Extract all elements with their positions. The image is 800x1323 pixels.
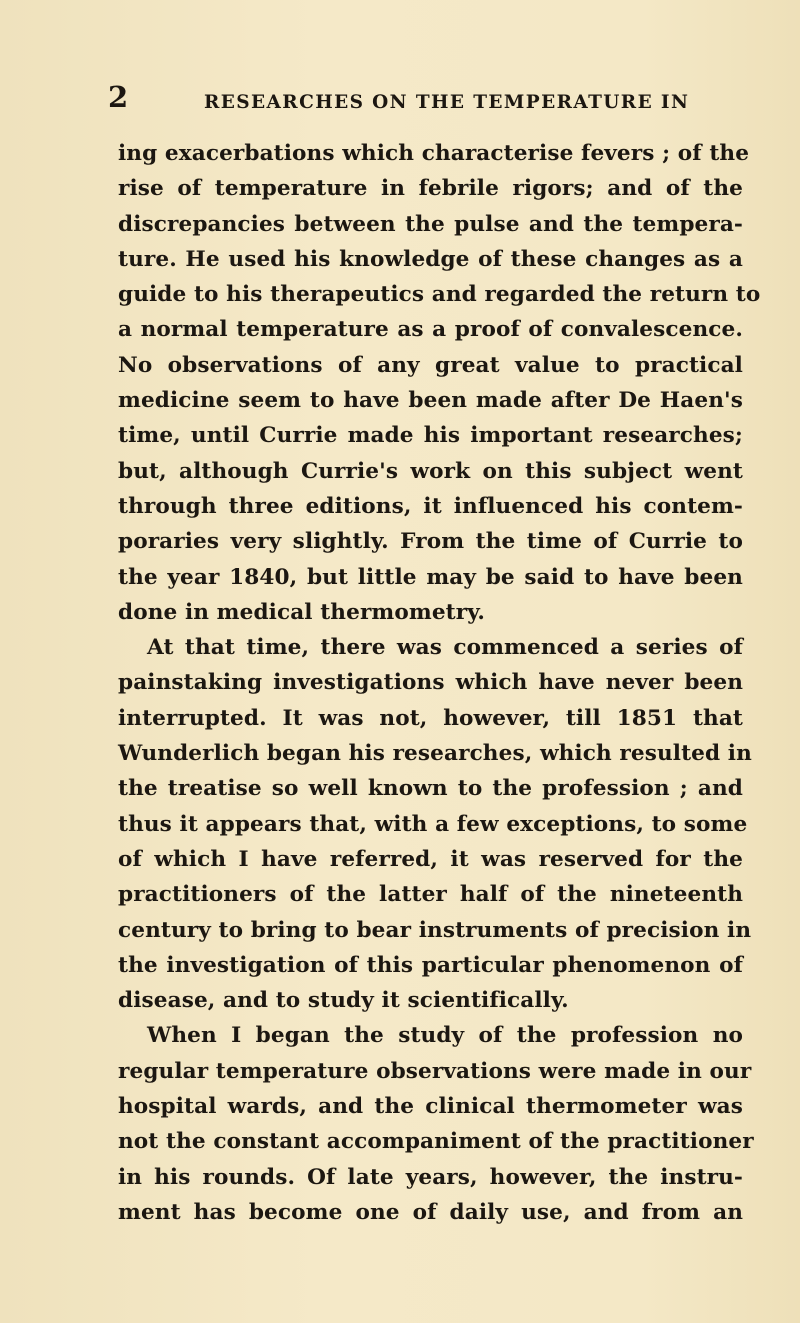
text-line: the treatise so well known to the profession ; and	[118, 776, 743, 802]
text-line: regular temperature observations were made in our	[118, 1058, 752, 1084]
text-line: disease, and to study it scientifically.	[118, 988, 569, 1014]
page-header	[108, 80, 748, 120]
text-line: guide to his therapeutics and regarded the return to	[118, 282, 761, 308]
text-line: of which I have referred, it was reserved for the	[118, 846, 743, 872]
text-line: time, until Currie made his important researches;	[118, 423, 743, 449]
running-title: RESEARCHES ON THE TEMPERATURE IN	[204, 92, 690, 113]
text-line: a normal temperature as a proof of convalescence.	[118, 317, 743, 343]
text-line: medicine seem to have been made after De Haen's	[118, 388, 743, 414]
text-line: painstaking investigations which have never been	[118, 670, 743, 696]
body-text	[118, 136, 761, 1230]
text-line: At that time, there was commenced a series of	[147, 635, 743, 661]
text-line: in his rounds. Of late years, however, the instru-	[118, 1164, 743, 1190]
text-line: interrupted. It was not, however, till 1851 that	[118, 705, 743, 731]
text-line: rise of temperature in febrile rigors; and of the	[118, 176, 743, 202]
text-line: practitioners of the latter half of the nineteenth	[118, 882, 743, 908]
text-line: discrepancies between the pulse and the tempera-	[118, 211, 743, 237]
text-line: thus it appears that, with a few exceptions, to some	[118, 811, 748, 837]
text-line: ture. He used his knowledge of these changes as a	[118, 246, 743, 272]
text-line: done in medical thermometry.	[118, 599, 485, 625]
text-line: but, although Currie's work on this subject went	[118, 458, 743, 484]
text-line: ment has become one of daily use, and from an	[118, 1199, 743, 1225]
text-line: century to bring to bear instruments of precision in	[118, 917, 752, 943]
text-line: No observations of any great value to practical	[118, 352, 743, 378]
text-line: hospital wards, and the clinical thermometer was	[118, 1094, 743, 1120]
text-line: the investigation of this particular phenomenon of	[118, 952, 743, 978]
text-line: through three editions, it influenced his contem-	[118, 493, 743, 519]
text-line: the year 1840, but little may be said to have been	[118, 564, 743, 590]
text-line: ing exacerbations which characterise fevers ; of the	[118, 141, 750, 166]
page-number: 2	[108, 80, 129, 114]
text-line: not the constant accompaniment of the practitioner	[118, 1129, 754, 1155]
text-line: Wunderlich began his researches, which resulted in	[118, 741, 752, 767]
text-line: poraries very slightly. From the time of Currie to	[118, 529, 743, 555]
text-line: When I began the study of the profession no	[147, 1023, 743, 1049]
